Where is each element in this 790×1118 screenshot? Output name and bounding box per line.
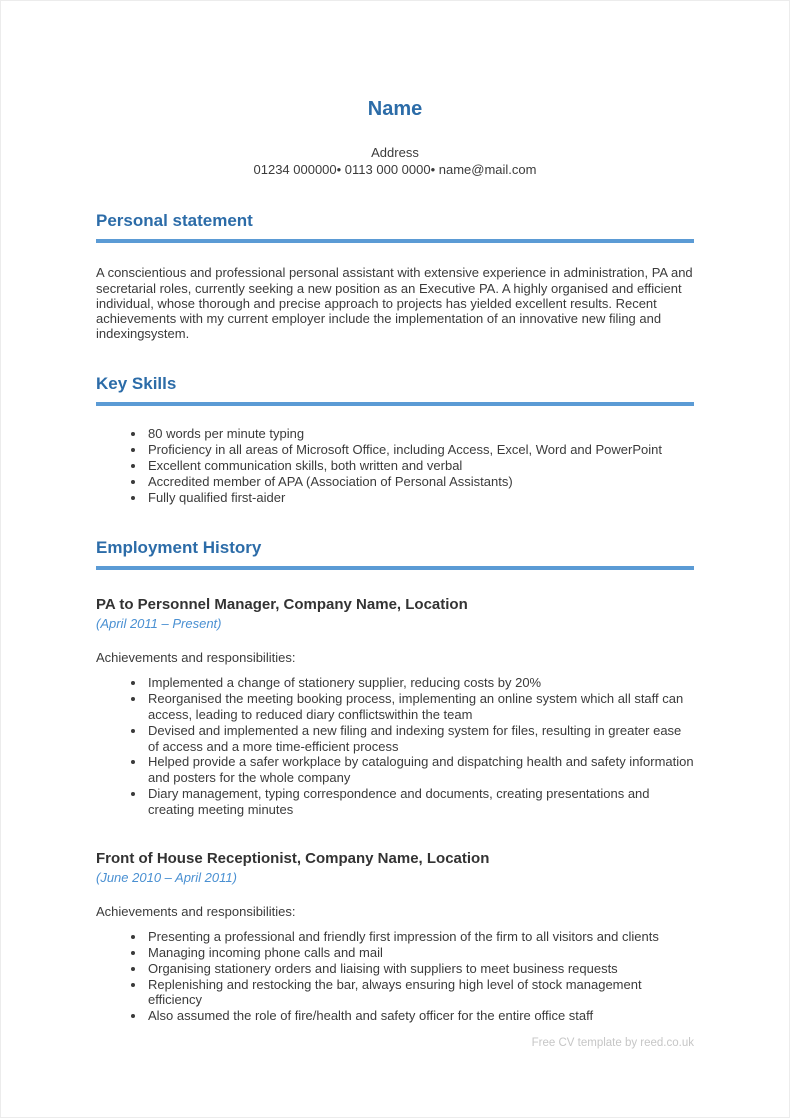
list-item: • Presenting a professional and friendly first impression of the firm to all visitors and clients <box>146 929 694 945</box>
key-skills-list <box>96 426 694 505</box>
employment-history-section <box>96 538 694 1025</box>
list-item: • Helped provide a safer workplace by cataloguing and dispatching health and safety information and posters for the whole company <box>146 754 694 786</box>
job-dates: (June 2010 – April 2011) <box>96 869 237 885</box>
job-title: Front of House Receptionist, Company Name, Location <box>96 849 490 867</box>
list-item: • Excellent communication skills, both written and verbal <box>146 458 694 474</box>
job-achievements-list <box>96 675 694 818</box>
personal-statement-body: A conscientious and professional personal assistant with extensive experience in administration, PA and secretarial roles, currently seeking a new position as an Executive PA. A highly organised and efficient individual, whose thorough and precise approach to projects has yielded excellent results. Recent achievements with my current employer include the implementation of an innovative new filing and indexingsystem. <box>96 265 693 342</box>
job-entry <box>96 850 694 1024</box>
list-item: • Replenishing and restocking the bar, always ensuring high level of stock management efficiency <box>146 977 694 1009</box>
list-item: • Devised and implemented a new filing and indexing system for files, resulting in greater ease of access and a more time-efficient process <box>146 723 694 755</box>
list-item: • Proficiency in all areas of Microsoft Office, including Access, Excel, Word and PowerPoint <box>146 442 694 458</box>
job-title: PA to Personnel Manager, Company Name, Location <box>96 595 468 613</box>
job-achievements-list <box>96 929 694 1024</box>
list-item: • 80 words per minute typing <box>146 426 694 442</box>
section-rule <box>96 402 694 406</box>
cv-header <box>96 97 694 179</box>
list-item: • Fully qualified first-aider <box>146 490 694 506</box>
address-line: Address <box>371 145 419 160</box>
job-lead: Achievements and responsibilities: <box>96 904 296 920</box>
contact-line: 01234 000000• 0113 000 0000• name@mail.com <box>253 161 537 177</box>
list-item: • Reorganised the meeting booking process, implementing an online system which all staff can access, leading to reduced diary conflictswithin the team <box>146 691 694 723</box>
list-item: • Organising stationery orders and liaising with suppliers to meet business requests <box>146 961 694 977</box>
list-item: • Managing incoming phone calls and mail <box>146 945 694 961</box>
personal-statement-section <box>96 211 694 342</box>
list-item: • Diary management, typing correspondence and documents, creating presentations and creating meeting minutes <box>146 786 694 818</box>
footer-credit: Free CV template by reed.co.uk <box>531 1037 694 1050</box>
key-skills-section <box>96 374 694 506</box>
employment-history-heading: Employment History <box>96 537 262 557</box>
list-item: • Implemented a change of stationery supplier, reducing costs by 20% <box>146 675 694 691</box>
section-rule <box>96 239 694 243</box>
section-rule <box>96 566 694 570</box>
personal-statement-heading: Personal statement <box>96 210 253 230</box>
job-dates: (April 2011 – Present) <box>96 615 222 631</box>
list-item: • Accredited member of APA (Association of Personal Assistants) <box>146 474 694 490</box>
key-skills-heading: Key Skills <box>96 373 177 393</box>
job-lead: Achievements and responsibilities: <box>96 650 296 666</box>
job-entry <box>96 596 694 818</box>
list-item: • Also assumed the role of fire/health and safety officer for the entire office staff <box>146 1008 694 1024</box>
name-title: Name <box>367 98 423 120</box>
